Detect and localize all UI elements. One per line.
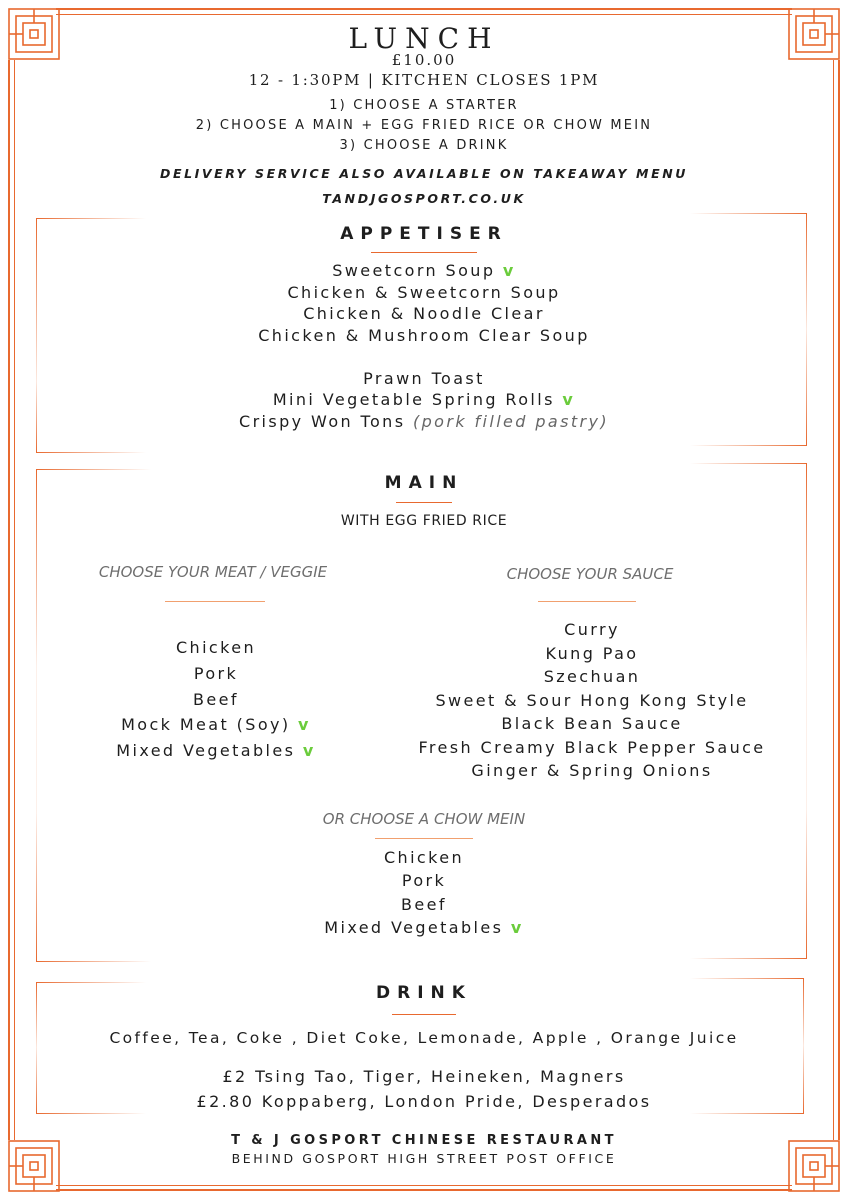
main-subheading: WITH EGG FRIED RICE (340, 513, 508, 529)
step-3: 3) CHOOSE A DRINK (339, 138, 509, 153)
beer-list-2-pounds: £2 Tsing Tao, Tiger, Heineken, Magners (222, 1067, 626, 1086)
sauce-item: Sweet & Sour Hong Kong Style (435, 691, 749, 710)
appetiser-item: Chicken & Sweetcorn Soup (287, 283, 561, 302)
vegetarian-mark: v (298, 715, 311, 734)
meat-item: Chicken (175, 638, 257, 657)
meat-item: Mock Meat (Soy) v (121, 715, 311, 734)
appetiser-item: Sweetcorn Soup v (332, 261, 516, 280)
sauce-item: Curry (564, 620, 620, 639)
chow-mein-item: Pork (401, 871, 447, 890)
chow-mein-item: Beef (401, 895, 447, 914)
appetiser-item: Chicken & Noodle Clear (303, 304, 545, 323)
vegetarian-mark: v (302, 741, 316, 760)
main-divider (396, 502, 452, 503)
restaurant-address: BEHIND GOSPORT HIGH STREET POST OFFICE (231, 1151, 617, 1166)
appetiser-item: Crispy Won Tons (pork filled pastry) (239, 412, 609, 431)
delivery-note: DELIVERY SERVICE ALSO AVAILABLE ON TAKEAWAY MENU (159, 166, 689, 181)
sauce-item: Szechuan (543, 667, 641, 686)
sauce-item: Ginger & Spring Onions (471, 761, 713, 780)
restaurant-name: T & J GOSPORT CHINESE RESTAURANT (231, 1133, 617, 1148)
sauce-divider (538, 601, 636, 602)
chow-mein-divider (375, 838, 473, 839)
sauce-item: Kung Pao (545, 644, 639, 663)
appetiser-item: Mini Vegetable Spring Rolls v (272, 390, 576, 409)
drink-heading: DRINK (376, 983, 472, 1003)
drink-divider (392, 1014, 456, 1015)
soft-drinks-list: Coffee, Tea, Coke , Diet Coke, Lemonade, Apple , Orange Juice (109, 1029, 739, 1047)
meat-divider (165, 601, 265, 602)
menu-price: £10.00 (391, 51, 457, 69)
meat-heading: CHOOSE YOUR MEAT / VEGGIE (98, 563, 328, 581)
chow-mein-item: Chicken (383, 848, 465, 867)
meat-item: Beef (193, 690, 239, 709)
sauce-item: Fresh Creamy Black Pepper Sauce (418, 738, 766, 757)
sauce-heading: CHOOSE YOUR SAUCE (506, 565, 674, 583)
appetiser-item: Chicken & Mushroom Clear Soup (258, 326, 590, 345)
vegetarian-mark: v (502, 261, 516, 280)
chow-mein-item: Mixed Vegetables v (324, 918, 524, 937)
main-heading: MAIN (384, 473, 464, 493)
sauce-item: Black Bean Sauce (501, 714, 683, 733)
appetiser-heading: APPETISER (340, 224, 508, 244)
item-note: (pork filled pastry) (412, 412, 609, 431)
chow-mein-heading: OR CHOOSE A CHOW MEIN (322, 810, 526, 828)
step-1: 1) CHOOSE A STARTER (329, 98, 519, 113)
appetiser-item: Prawn Toast (363, 369, 485, 388)
meat-item: Mixed Vegetables v (116, 741, 316, 760)
menu-title: LUNCH (348, 22, 500, 55)
appetiser-divider (371, 252, 477, 253)
meat-item: Pork (193, 664, 239, 683)
vegetarian-mark: v (562, 390, 576, 409)
step-2: 2) CHOOSE A MAIN + EGG FRIED RICE OR CHOW MEIN (195, 118, 653, 133)
opening-hours: 12 - 1:30PM | KITCHEN CLOSES 1PM (248, 71, 600, 89)
website-link[interactable]: TANDJGOSPORT.CO.UK (322, 191, 526, 206)
vegetarian-mark: v (510, 918, 524, 937)
beer-list-2-80: £2.80 Koppaberg, London Pride, Desperados (196, 1092, 652, 1111)
